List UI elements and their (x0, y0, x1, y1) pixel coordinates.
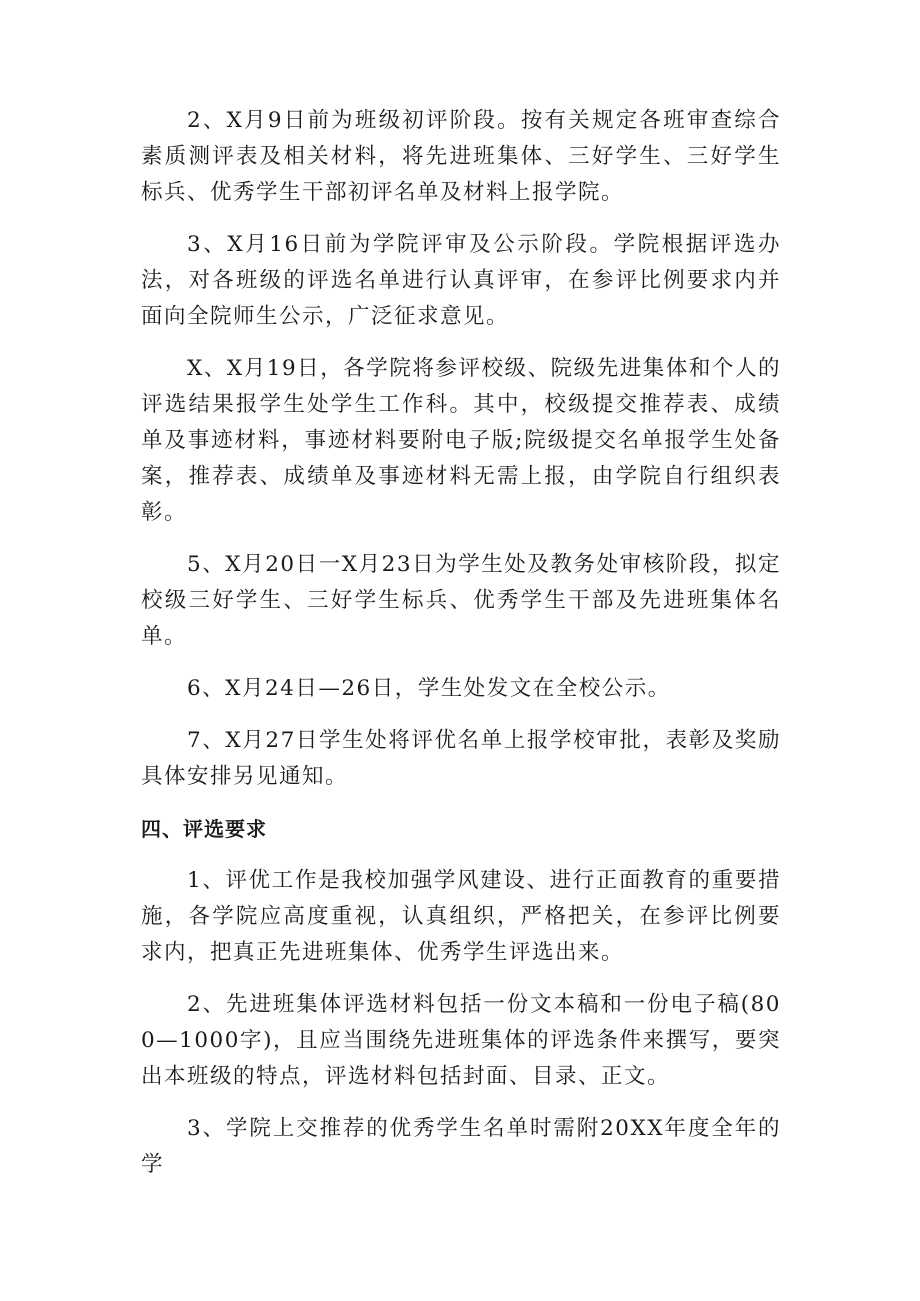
paragraph-class-preliminary: 2、X月9日前为班级初评阶段。按有关规定各班审查综合素质测评表及相关材料，将先进班集体、三好学生、三好学生标兵、优秀学生干部初评名单及材料上报学院。 (141, 108, 781, 205)
paragraph-approval: 7、X月27日学生处将评优名单上报学校审批，表彰及奖励具体安排另见通知。 (141, 728, 781, 789)
section-heading-requirements: 四、评选要求 (141, 817, 267, 841)
requirement-item-3: 3、学院上交推荐的优秀学生名单时需附20XX年度全年的学 (141, 1116, 781, 1177)
requirement-item-2: 2、先进班集体评选材料包括一份文本稿和一份电子稿(800—1000字)，且应当围绕先进班集体的评选条件来撰写，要突出本班级的特点，评选材料包括封面、目录、正文。 (141, 992, 781, 1089)
document-page (141, 103, 781, 1199)
paragraph-audit-stage: 5、X月20日一X月23日为学生处及教务处审核阶段，拟定校级三好学生、三好学生标兵、优秀学生干部及先进班集体名单。 (141, 552, 781, 649)
requirement-item-1: 1、评优工作是我校加强学风建设、进行正面教育的重要措施，各学院应高度重视，认真组织，严格把关，在参评比例要求内，把真正先进班集体、优秀学生评选出来。 (141, 868, 781, 965)
paragraph-results-submission: X、X月19日，各学院将参评校级、院级先进集体和个人的评选结果报学生处学生工作科。其中，校级提交推荐表、成绩单及事迹材料，事迹材料要附电子版;院级提交名单报学生处备案，推荐表、成绩单及事迹材料无需上报，由学院自行组织表彰。 (141, 356, 781, 525)
paragraph-publicity: 6、X月24日—26日，学生处发文在全校公示。 (187, 676, 671, 701)
paragraph-college-review: 3、X月16日前为学院评审及公示阶段。学院根据评选办法，对各班级的评选名单进行认真评审，在参评比例要求内并面向全院师生公示，广泛征求意见。 (141, 232, 781, 329)
